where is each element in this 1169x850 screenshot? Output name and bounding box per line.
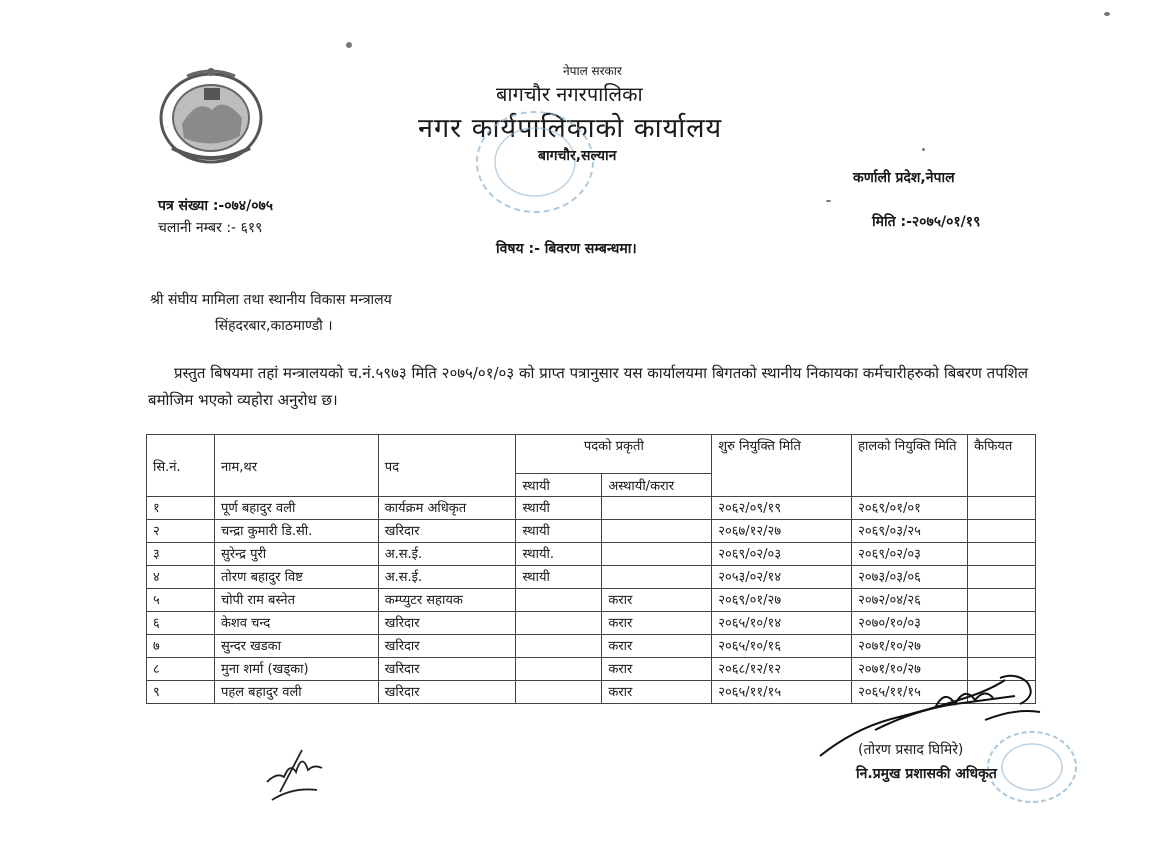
initials-signature-icon [262,742,332,802]
cell-permanent: स्थायी [516,566,602,589]
cell-post: खरिदार [378,612,516,635]
officer-stamp-icon [985,728,1080,806]
cell-permanent [516,658,602,681]
cell-name: पूर्ण बहादुर वली [214,497,378,520]
header-current-appointment: हालको नियुक्ति मिति [852,435,968,497]
cell-sn: ९ [147,681,215,704]
scan-speck [1104,12,1110,16]
table-row [147,543,1036,566]
cell-remarks [967,497,1035,520]
cell-first: २०६७/१२/२७ [712,520,852,543]
cell-temporary: करार [602,635,712,658]
cell-current: २०७२/०४/२६ [852,589,968,612]
signatory-name: (तोरण प्रसाद घिमिरे) [858,742,964,758]
cell-name: सुन्दर खडका [214,635,378,658]
office-address: बागचौर,सल्यान [538,148,617,164]
cell-post: खरिदार [378,658,516,681]
cell-post: कम्प्युटर सहायक [378,589,516,612]
cell-first: २०६५/१०/१६ [712,635,852,658]
cell-first: २०६९/०२/०३ [712,543,852,566]
cell-post: खरिदार [378,635,516,658]
cell-permanent [516,612,602,635]
province-address: कर्णाली प्रदेश,नेपाल [853,170,955,186]
cell-permanent [516,681,602,704]
cell-remarks [967,520,1035,543]
table-row [147,566,1036,589]
cell-remarks [967,612,1035,635]
letter-body: प्रस्तुत बिषयमा तहां मन्त्रालयको च.नं.५९७३ मिति २०७५/०१/०३ को प्राप्त पत्रानुसार यस कार्यालयमा बिगतको स्थानीय निकायका कर्मचारीहरुको बिबरण तपशिल बमोजिम भएको व्यहोरा अनुरोध छ। [148,364,1028,409]
municipality-name: बागचौर नगरपालिका [496,82,643,106]
cell-post: अ.स.ई. [378,566,516,589]
cell-sn: १ [147,497,215,520]
cell-temporary [602,543,712,566]
office-name: नगर कार्यपालिकाको कार्यालय [418,113,723,144]
cell-permanent: स्थायी. [516,543,602,566]
header-temporary: अस्थायी/करार [602,474,712,497]
header-sn: सि.नं. [147,435,215,497]
table-row [147,520,1036,543]
signatory-title: नि.प्रमुख प्रशासकी अधिकृत [856,766,997,782]
scan-speck [922,148,925,151]
cell-name: केशव चन्द [214,612,378,635]
cell-remarks [967,566,1035,589]
cell-name: चन्द्रा कुमारी डि.सी. [214,520,378,543]
cell-current: २०७०/१०/०३ [852,612,968,635]
cell-permanent [516,589,602,612]
cell-first: २०६२/०९/१९ [712,497,852,520]
cell-temporary: करार [602,589,712,612]
header-first-appointment: शुरु नियुक्ति मिति [712,435,852,497]
cell-sn: ६ [147,612,215,635]
table-row [147,612,1036,635]
cell-post: अ.स.ई. [378,543,516,566]
cell-current: २०६५/११/१५ [852,681,968,704]
scan-speck [826,200,831,202]
cell-sn: ८ [147,658,215,681]
cell-post: कार्यक्रम अधिकृत [378,497,516,520]
cell-sn: ४ [147,566,215,589]
header-nature: पदको प्रकृती [516,435,712,474]
cell-sn: ५ [147,589,215,612]
cell-sn: ३ [147,543,215,566]
cell-temporary: करार [602,658,712,681]
cell-current: २०६९/०३/२५ [852,520,968,543]
cell-post: खरिदार [378,520,516,543]
cell-temporary [602,520,712,543]
cell-remarks [967,589,1035,612]
letter-date: मिति :-२०७५/०१/१९ [872,214,981,230]
cell-current: २०७१/१०/२७ [852,635,968,658]
cell-remarks [967,635,1035,658]
cell-temporary: करार [602,681,712,704]
cell-first: २०६५/१०/१४ [712,612,852,635]
header-permanent: स्थायी [516,474,602,497]
cell-permanent: स्थायी [516,497,602,520]
letter-subject: विषय :- बिवरण सम्बन्धमा। [496,241,637,257]
table-row [147,589,1036,612]
cell-current: २०७१/१०/२७ [852,658,968,681]
header-name: नाम,थर [214,435,378,497]
cell-name: चोपी राम बस्नेत [214,589,378,612]
cell-current: २०६९/०२/०३ [852,543,968,566]
letter-number: पत्र संख्या :-०७४/०७५ [158,198,274,214]
table-row [147,497,1036,520]
cell-first: २०६८/१२/१२ [712,658,852,681]
cell-sn: २ [147,520,215,543]
cell-temporary: करार [602,612,712,635]
cell-sn: ७ [147,635,215,658]
cell-current: २०७३/०३/०६ [852,566,968,589]
cell-first: २०६५/११/१५ [712,681,852,704]
cell-post: खरिदार [378,681,516,704]
cell-first: २०६९/०१/२७ [712,589,852,612]
cell-permanent [516,635,602,658]
cell-first: २०५३/०२/१४ [712,566,852,589]
header-post: पद [378,435,516,497]
recipient-line-2: सिंहदरबार,काठमाण्डौ । [215,318,333,334]
government-name: नेपाल सरकार [563,64,622,78]
cell-name: मुना शर्मा (खड्का) [214,658,378,681]
scan-speck [346,42,352,48]
staff-table [146,434,1036,704]
cell-name: सुरेन्द्र पुरी [214,543,378,566]
header-remarks: कैफियत [967,435,1035,497]
table-row [147,635,1036,658]
cell-name: तोरण बहादुर विष्ट [214,566,378,589]
recipient-line-1: श्री संघीय मामिला तथा स्थानीय विकास मन्त्रालय [150,292,392,308]
cell-temporary [602,566,712,589]
cell-current: २०६९/०१/०१ [852,497,968,520]
nepal-emblem-icon [152,58,270,170]
cell-permanent: स्थायी [516,520,602,543]
cell-name: पहल बहादुर वली [214,681,378,704]
cell-remarks [967,543,1035,566]
cell-temporary [602,497,712,520]
dispatch-number: चलानी नम्बर :- ६१९ [158,220,263,236]
